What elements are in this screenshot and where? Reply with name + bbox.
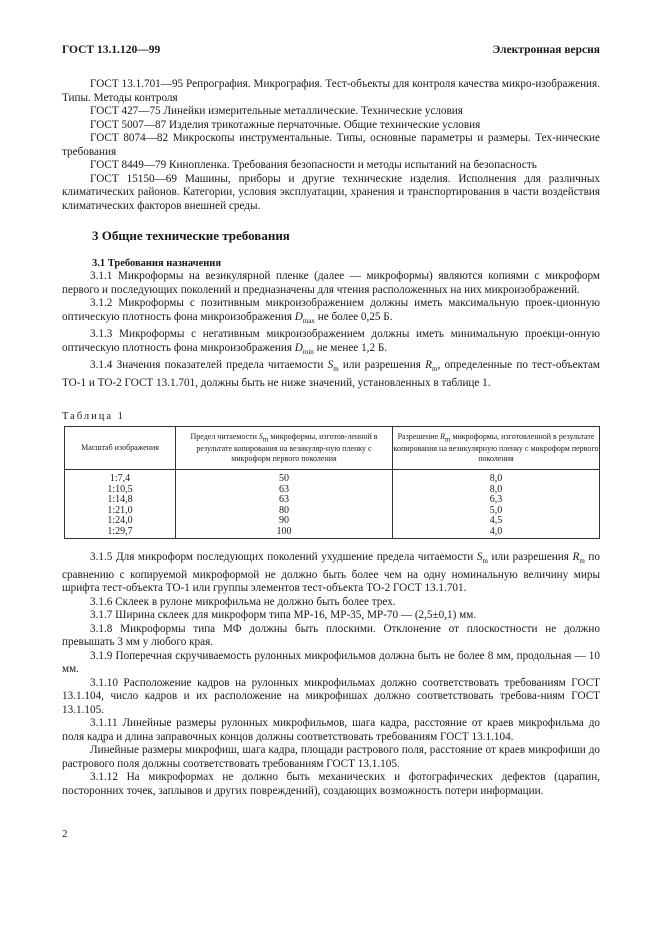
table-row	[65, 506, 600, 517]
clause-3-1-5: 3.1.5 Для микроформ последующих поколений ухудшение предела читаемости $S_m$ или разрешения $R_m$ по сравнению с копируемой микроформой не должно быть более чем на одну номинальную величину миры шрифта тест-объекта ТО-1 или группы элементов тест-объекта ТО-2 ГОСТ 13.1.701.	[62, 551, 600, 595]
header-standard-number: ГОСТ 13.1.120—99	[62, 44, 161, 56]
table-row	[65, 527, 600, 538]
reference-item: ГОСТ 8074—82 Микроскопы инструментальные. Типы, основные параметры и размеры. Тех-нические требования	[62, 132, 600, 158]
clauses-bottom	[62, 551, 600, 798]
table-cell-scale: 1:29,7	[65, 527, 176, 538]
clause-3-1-6: 3.1.6 Склеек в рулоне микрофильма не должно быть более трех.	[90, 595, 396, 608]
table-cell-readability: 90	[176, 516, 393, 527]
clauses-top	[62, 270, 600, 391]
clause-3-1-8: 3.1.8 Микроформы типа МФ должны быть плоскими. Отклонение от плоскостности не должно превышать 3 мм у любого края.	[62, 622, 600, 649]
table-row	[65, 495, 600, 506]
clause-3-1-12: 3.1.12 На микроформах не должно быть механических и фотографических дефектов (царапин, посторонних точек, заплывов и других повреждений), создающих возможность потери информации.	[62, 771, 600, 797]
clause-3-1-7: 3.1.7 Ширина склеек для микроформ типа МР-16, МР-35, МР-70 — (2,5±0,1) мм.	[90, 609, 477, 622]
table-cell-readability: 100	[176, 527, 393, 538]
clause-3-1-2: 3.1.2 Микроформы с позитивным микроизображением должны иметь максимальную проек-ционную оптическую плотность фона микроизображения $D_{max}$ не более 0,25 Б.	[62, 297, 600, 325]
running-header	[62, 44, 600, 58]
normative-references	[62, 78, 600, 213]
table-cell-readability: 80	[176, 506, 393, 517]
table-header-readability: Предел читаемости $S_m$ микроформы, изготов-ленной в результате копирования на везикуляр-ную пленку с микроформ первого поколения	[176, 427, 393, 470]
table-cell-scale: 1:14,8	[65, 495, 176, 506]
table-cell-scale: 1:10,5	[65, 485, 176, 496]
table-cell-readability: 63	[176, 495, 393, 506]
clause-3-1-11: 3.1.11 Линейные размеры рулонных микрофильмов, шага кадра, расстояние от краев микрофильма до поля кадра и длина заправочных концов должны соответствовать требованиям ГОСТ 13.1.104.	[62, 717, 600, 743]
table-cell-resolution: 8,0	[393, 485, 600, 496]
clause-3-1-10: 3.1.10 Расположение кадров на рулонных микрофильмах должно соответствовать требованиям ГОСТ 13.1.104, число кадров и их расположение на микрофишах должно соответствовать требова-ниям ГОСТ 13.1.105.	[62, 676, 600, 716]
table-cell-resolution: 4,0	[393, 527, 600, 538]
table-cell-readability: 50	[176, 470, 393, 485]
reference-item: ГОСТ 427—75 Линейки измерительные металлические. Технические условия	[90, 105, 463, 117]
table-cell-resolution: 8,0	[393, 470, 600, 485]
page-number: 2	[62, 828, 68, 840]
table-cell-readability: 63	[176, 485, 393, 496]
reference-item: ГОСТ 5007—87 Изделия трикотажные перчаточные. Общие технические условия	[90, 118, 481, 131]
table-header-row	[65, 427, 600, 470]
table-caption: Таблица 1	[62, 411, 125, 422]
table-cell-resolution: 4,5	[393, 516, 600, 527]
table-cell-scale: 1:21,0	[65, 506, 176, 517]
reference-item: ГОСТ 13.1.701—95 Репрография. Микрография. Тест-объекты для контроля качества микро-изображения. Типы. Методы контроля	[62, 78, 600, 104]
requirements-table	[64, 426, 600, 539]
table-row	[65, 485, 600, 496]
subsection-heading: 3.1 Требования назначения	[92, 258, 222, 269]
table-cell-scale: 1:7,4	[65, 470, 176, 485]
table-cell-resolution: 5,0	[393, 506, 600, 517]
clause-3-1-4: 3.1.4 Значения показателей предела читаемости $S_m$ или разрешения $R_m$, определенные по тест-объектам ТО-1 и ТО-2 ГОСТ 13.1.701, должны быть не ниже значений, установленных в таблице 1.	[62, 359, 600, 390]
table-cell-resolution: 6,3	[393, 495, 600, 506]
table-cell-scale: 1:24,0	[65, 516, 176, 527]
reference-item: ГОСТ 8449—79 Кинопленка. Требования безопасности и методы испытаний на безопасность	[90, 159, 537, 171]
table-header-scale: Масштаб изображения	[65, 427, 176, 470]
section-heading: 3 Общие технические требования	[92, 228, 290, 243]
table-header-resolution: Разрешение $R_m$ микроформы, изготовленной в результате копирования на везикулярную пленку с микроформ первого поколения	[393, 427, 600, 470]
reference-item: ГОСТ 15150—69 Машины, приборы и другие технические изделия. Исполнения для различных климатических районов. Категории, условия эксплуатации, хранения и транспортирования в части воздействия климатических факторов внешней среды.	[62, 172, 600, 212]
header-edition-label: Электронная версия	[492, 44, 600, 56]
clause-3-1-9: 3.1.9 Поперечная скручиваемость рулонных микрофильмов должна быть не более 8 мм, продольная — 10 мм.	[62, 649, 600, 676]
clause-3-1-1: 3.1.1 Микроформы на везикулярной пленке (далее — микроформы) являются копиями с микроформ первого и последующих поколений и предназначены для чтения расположенных на них микроизображений.	[62, 270, 600, 296]
clause-3-1-11-continued: Линейные размеры микрофиш, шага кадра, площади растрового поля, расстояние от краев микрофиши до растрового поля должны соответствовать требованиям ГОСТ 13.1.105.	[62, 744, 600, 770]
table-row	[65, 516, 600, 527]
table-row	[65, 470, 600, 485]
clause-3-1-3: 3.1.3 Микроформы с негативным микроизображением должны иметь минимальную проекци-онную оптическую плотность фона микроизображения $D_{min}$ не менее 1,2 Б.	[62, 328, 600, 356]
